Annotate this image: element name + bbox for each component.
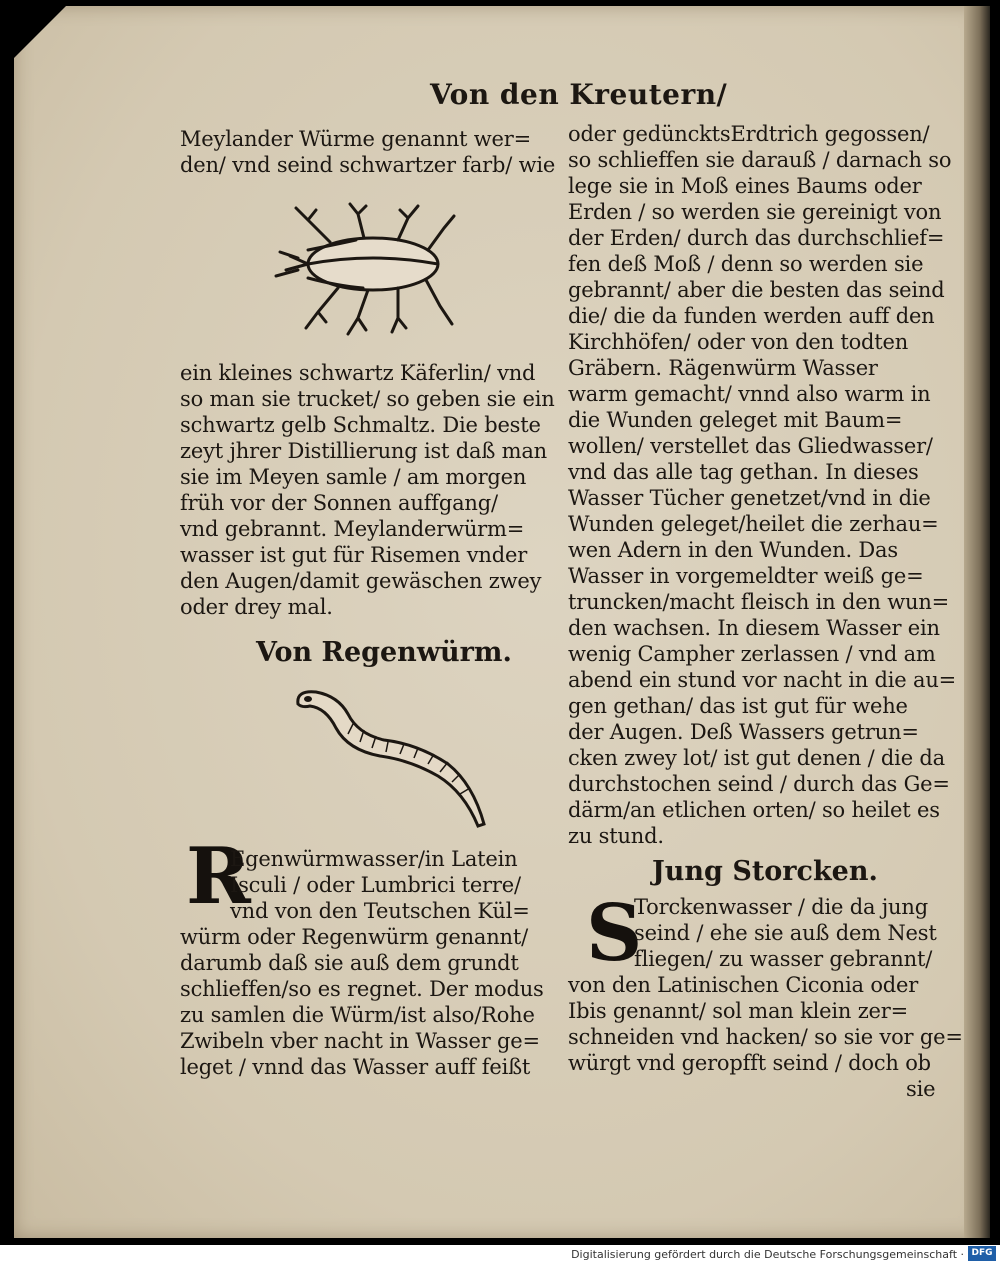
left-para-1 (180, 126, 555, 178)
text-line: Gräbern. Rägenwürm Wasser (568, 356, 878, 380)
text-line: cken zwey lot/ ist gut denen / die da (568, 746, 945, 770)
text-line: zu stund. (568, 824, 664, 848)
text-line: so man sie trucket/ so geben sie ein (180, 387, 555, 411)
text-line: vnd gebrannt. Meylanderwürm= (180, 517, 525, 541)
beetle-woodcut-illustration (268, 200, 458, 345)
right-para-2 (568, 972, 963, 1076)
text-line: ein kleines schwartz Käferlin/ vnd (180, 361, 536, 385)
text-line: von den Latinischen Ciconia oder (568, 973, 919, 997)
text-line: würm oder Regenwürm genannt/ (180, 925, 528, 949)
text-line: den/ vnd seind schwartzer farb/ wie (180, 153, 556, 177)
text-line: früh vor der Sonnen auffgang/ (180, 491, 498, 515)
text-line: vnd von den Teutschen Kül= (230, 899, 530, 923)
running-head: Von den Kreutern/ (430, 78, 728, 111)
text-line: wenig Campher zerlassen / vnd am (568, 642, 936, 666)
text-line: Meylander Würme genannt wer= (180, 127, 531, 151)
section-heading-jung-storcken: Jung Storcken. (652, 856, 878, 887)
text-line: der Erden/ durch das durchschlief= (568, 226, 945, 250)
binding-edge (964, 6, 990, 1238)
left-para-2 (180, 360, 555, 620)
text-line: wollen/ verstellet das Gliedwasser/ (568, 434, 933, 458)
text-line: fen deß Moß / denn so werden sie (568, 252, 924, 276)
text-line: fliegen/ zu wasser gebrannt/ (634, 947, 933, 971)
text-line: den wachsen. In diesem Wasser ein (568, 616, 940, 640)
folded-corner (14, 6, 66, 58)
drop-cap-s: S (586, 888, 643, 979)
right-para-1 (568, 121, 957, 849)
worm-woodcut-illustration (288, 684, 488, 834)
text-line: darumb daß sie auß dem grundt (180, 951, 519, 975)
text-line: Wasser Tücher genetzet/vnd in die (568, 486, 931, 510)
text-line: lege sie in Moß eines Baums oder (568, 174, 922, 198)
text-line: schlieffen/so es regnet. Der modus (180, 977, 544, 1001)
text-line: warm gemacht/ vnnd also warm in (568, 382, 931, 406)
text-line: der Augen. Deß Wassers getrun= (568, 720, 919, 744)
left-para-3 (180, 924, 555, 1080)
dfg-logo-icon: DFG (968, 1246, 996, 1261)
right-para-2-indented (634, 894, 944, 972)
text-line: oder gedüncktsErdtrich gegossen/ (568, 122, 930, 146)
text-line: Wunden geleget/heilet die zerhau= (568, 512, 939, 536)
text-line: Erden / so werden sie gereinigt von (568, 200, 942, 224)
text-line: Zwibeln vber nacht in Wasser ge= (180, 1029, 540, 1053)
funding-credit: Digitalisierung gefördert durch die Deutsche Forschungsgemeinschaft · (571, 1248, 964, 1261)
text-line: gebrannt/ aber die besten das seind (568, 278, 945, 302)
text-line: Torckenwasser / die da jung (634, 895, 928, 919)
text-line: zu samlen die Würm/ist also/Rohe (180, 1003, 535, 1027)
text-line: Isculi / oder Lumbrici terre/ (230, 873, 521, 897)
text-line: schwartz gelb Schmaltz. Die beste (180, 413, 541, 437)
text-line: die/ die da funden werden auff den (568, 304, 935, 328)
text-line: truncken/macht fleisch in den wun= (568, 590, 950, 614)
text-line: durchstochen seind / durch das Ge= (568, 772, 950, 796)
text-line: Egenwürmwasser/in Latein (230, 847, 518, 871)
text-line: den Augen/damit gewäschen zwey (180, 569, 542, 593)
left-para-3-indented (230, 846, 560, 924)
text-line: wasser ist gut für Risemen vnder (180, 543, 528, 567)
catchword: sie (906, 1077, 936, 1101)
text-line: schneiden vnd hacken/ so sie vor ge= (568, 1025, 963, 1049)
text-line: zeyt jhrer Distillierung ist daß man (180, 439, 547, 463)
text-line: därm/an etlichen orten/ so heilet es (568, 798, 940, 822)
text-line: Ibis genannt/ sol man klein zer= (568, 999, 909, 1023)
text-line: leget / vnnd das Wasser auff feißt (180, 1055, 531, 1079)
text-line: wen Adern in den Wunden. Das (568, 538, 898, 562)
text-line: seind / ehe sie auß dem Nest (634, 921, 937, 945)
text-line: Kirchhöfen/ oder von den todten (568, 330, 909, 354)
section-heading-regenwuerm: Von Regenwürm. (256, 637, 512, 668)
text-line: abend ein stund vor nacht in die au= (568, 668, 957, 692)
drop-cap-r: R (186, 831, 251, 922)
text-line: so schlieffen sie darauß / darnach so (568, 148, 952, 172)
text-line: oder drey mal. (180, 595, 333, 619)
text-line: Wasser in vorgemeldter weiß ge= (568, 564, 924, 588)
text-line: würgt vnd geropfft seind / doch ob (568, 1051, 931, 1075)
text-line: sie im Meyen samle / am morgen (180, 465, 527, 489)
text-line: vnd das alle tag gethan. In dieses (568, 460, 919, 484)
text-line: gen gethan/ das ist gut für wehe (568, 694, 908, 718)
text-line: die Wunden geleget mit Baum= (568, 408, 903, 432)
